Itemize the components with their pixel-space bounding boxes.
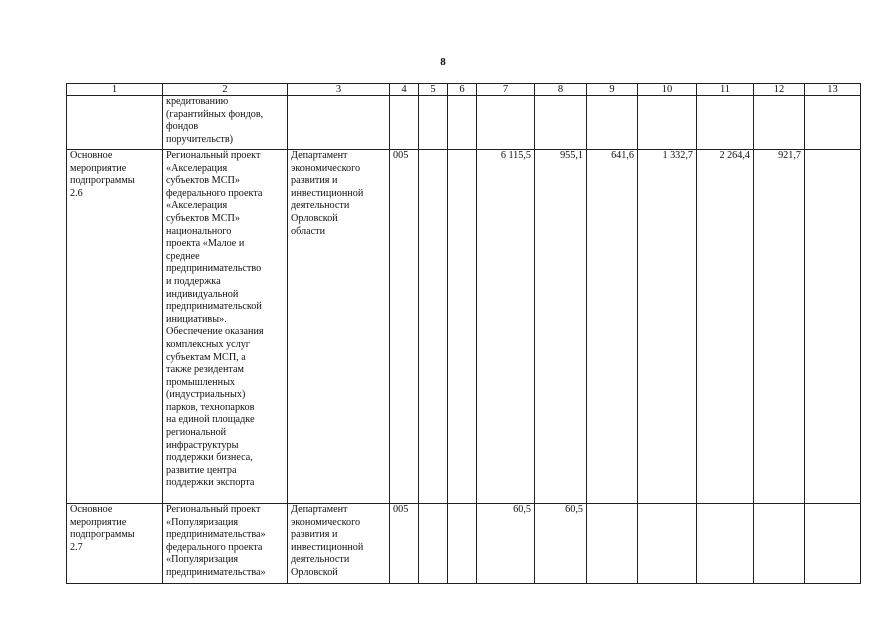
cell-col8 — [535, 96, 587, 150]
table-row — [67, 504, 861, 584]
cell-col8: 955,1 — [535, 150, 587, 504]
table-row — [67, 96, 861, 150]
cell-col13 — [805, 96, 861, 150]
cell-col12 — [754, 96, 805, 150]
cell-col5 — [419, 504, 448, 584]
table-row — [67, 150, 861, 504]
cell-col6 — [448, 96, 477, 150]
cell-col12 — [754, 504, 805, 584]
column-header: 1 — [67, 84, 163, 96]
cell-col13 — [805, 504, 861, 584]
cell-executor — [288, 96, 390, 150]
cell-col12: 921,7 — [754, 150, 805, 504]
cell-code — [390, 96, 419, 150]
cell-col6 — [448, 150, 477, 504]
column-header: 2 — [163, 84, 288, 96]
cell-project: кредитованию (гарантийных фондов, фондов поручительств) — [163, 96, 288, 150]
cell-code: 005 — [390, 150, 419, 504]
cell-event — [67, 96, 163, 150]
cell-col6 — [448, 504, 477, 584]
column-header: 10 — [638, 84, 697, 96]
cell-executor: Департамент экономического развития и инвестиционной деятельности Орловской — [288, 504, 390, 584]
cell-col9 — [587, 504, 638, 584]
column-header: 7 — [477, 84, 535, 96]
cell-project: Региональный проект «Акселерация субъектов МСП» федерального проекта «Акселерация субъектов МСП» национального проекта «Малое и среднее предпринимательство и поддержка индивидуальной предпринимательской инициативы». Обеспечение оказания комплексных услуг субъектам МСП, а также резидентам промышленных (индустриальных) парков, технопарков на единой площадке региональной инфраструктуры поддержки бизнеса, развитие центра поддержки экспорта — [163, 150, 288, 504]
cell-code: 005 — [390, 504, 419, 584]
column-header: 5 — [419, 84, 448, 96]
cell-col9 — [587, 96, 638, 150]
page-number: 8 — [440, 56, 446, 68]
column-header: 9 — [587, 84, 638, 96]
program-table — [66, 83, 861, 584]
column-header: 13 — [805, 84, 861, 96]
column-number-row — [67, 84, 861, 96]
cell-col11 — [697, 96, 754, 150]
cell-col5 — [419, 96, 448, 150]
cell-col5 — [419, 150, 448, 504]
cell-col11 — [697, 504, 754, 584]
cell-col9: 641,6 — [587, 150, 638, 504]
column-header: 12 — [754, 84, 805, 96]
column-header: 8 — [535, 84, 587, 96]
cell-col8: 60,5 — [535, 504, 587, 584]
column-header: 11 — [697, 84, 754, 96]
cell-col7 — [477, 96, 535, 150]
cell-event: Основное мероприятие подпрограммы 2.7 — [67, 504, 163, 584]
cell-executor: Департамент экономического развития и инвестиционной деятельности Орловской области — [288, 150, 390, 504]
cell-col13 — [805, 150, 861, 504]
column-header: 3 — [288, 84, 390, 96]
cell-col7: 60,5 — [477, 504, 535, 584]
column-header: 4 — [390, 84, 419, 96]
cell-event: Основное мероприятие подпрограммы 2.6 — [67, 150, 163, 504]
cell-col7: 6 115,5 — [477, 150, 535, 504]
cell-col10: 1 332,7 — [638, 150, 697, 504]
cell-col10 — [638, 504, 697, 584]
cell-col11: 2 264,4 — [697, 150, 754, 504]
cell-col10 — [638, 96, 697, 150]
column-header: 6 — [448, 84, 477, 96]
cell-project: Региональный проект «Популяризация предпринимательства» федерального проекта «Популяризация предпринимательства» — [163, 504, 288, 584]
